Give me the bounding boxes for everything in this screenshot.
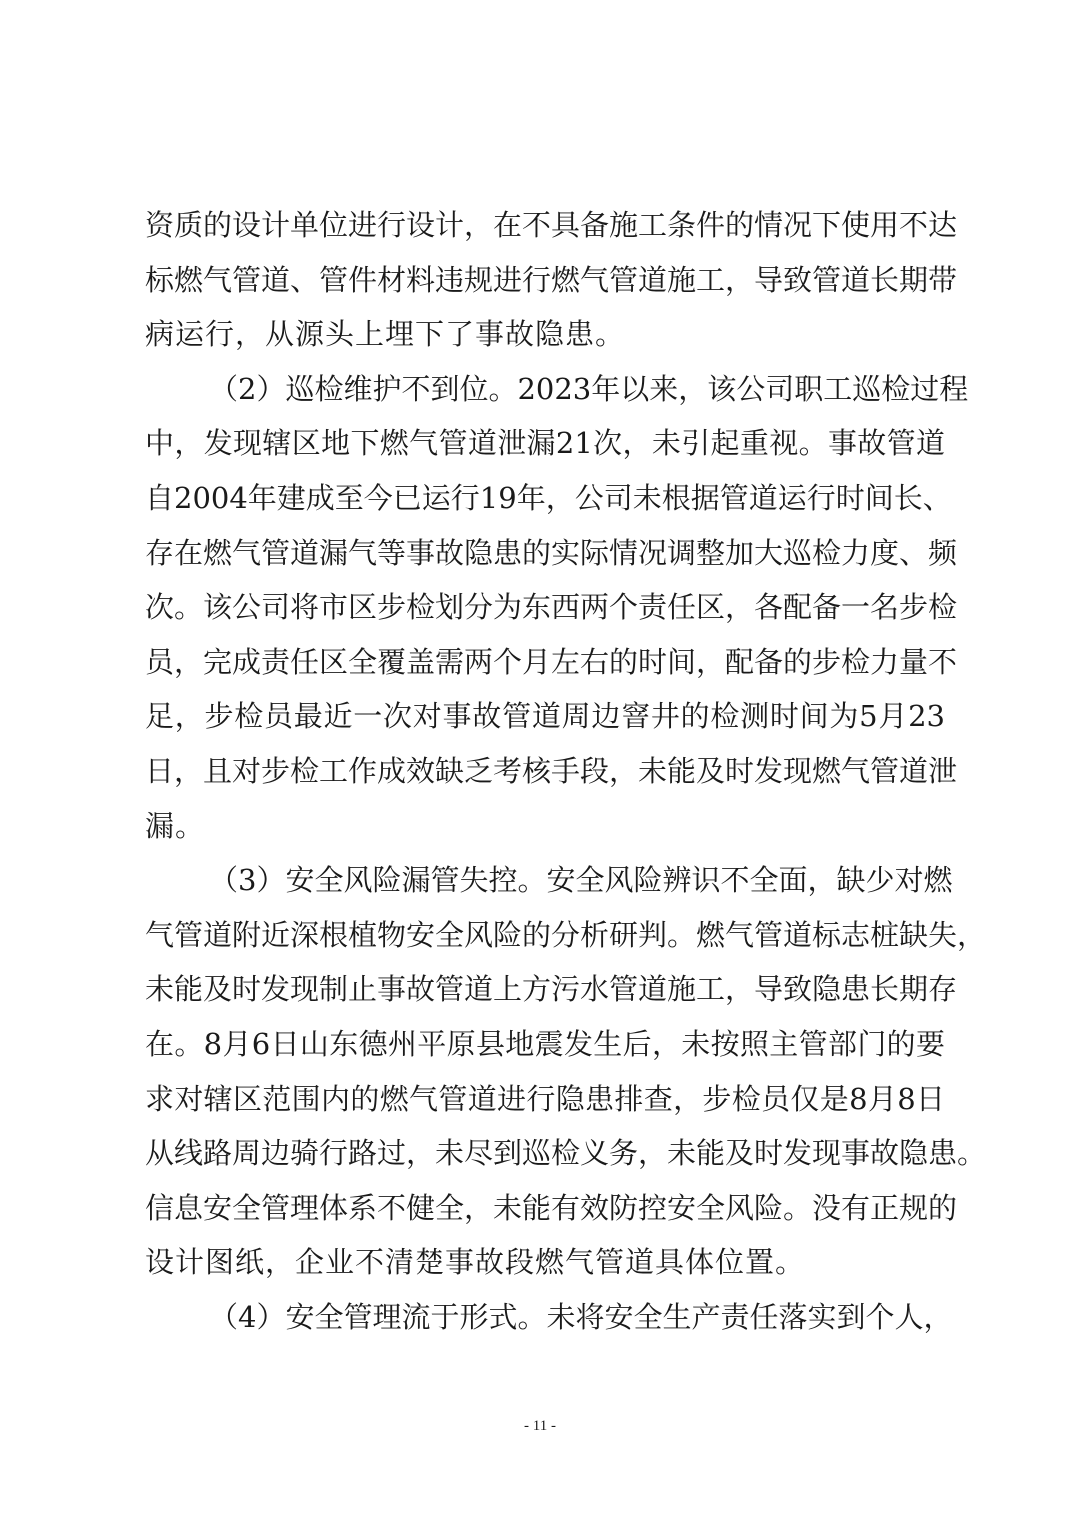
text-line: 次。该公司将市区步检划分为东西两个责任区，各配备一名步检 [145, 590, 958, 625]
body-text [145, 198, 987, 1344]
text-line: 足，步检员最近一次对事故管道周边窨井的检测时间为5月23 [145, 699, 945, 734]
text-line: 自2004年建成至今已运行19年，公司未根据管道运行时间长、 [145, 480, 952, 515]
section-heading-line: （3）安全风险漏管失控。安全风险辨识不全面，缺少对燃 [209, 863, 953, 898]
text-line: 信息安全管理体系不健全，未能有效防控安全风险。没有正规的 [145, 1190, 958, 1225]
section-heading-line: （2）巡检维护不到位。2023年以来，该公司职工巡检过程 [209, 371, 969, 406]
text-line: 资质的设计单位进行设计，在不具备施工条件的情况下使用不达 [145, 208, 958, 242]
text-line: 日，且对步检工作成效缺乏考核手段，未能及时发现燃气管道泄 [145, 753, 958, 788]
text-line: 病运行，从源头上埋下了事故隐患。 [145, 317, 626, 352]
text-line: 标燃气管道、管件材料违规进行燃气管道施工，导致管道长期带 [145, 262, 958, 297]
section-heading-line: （4）安全管理流于形式。未将安全生产责任落实到个人， [209, 1299, 953, 1334]
text-line: 设计图纸，企业不清楚事故段燃气管道具体位置。 [145, 1245, 806, 1280]
text-line: 求对辖区范围内的燃气管道进行隐患排查，步检员仅是8月8日 [145, 1081, 945, 1116]
text-line: 中，发现辖区地下燃气管道泄漏21次，未引起重视。事故管道 [145, 426, 945, 461]
text-line: 从线路周边骑行路过，未尽到巡检义务，未能及时发现事故隐患。 [145, 1136, 987, 1171]
text-line: 员，完成责任区全覆盖需两个月左右的时间，配备的步检力量不 [145, 644, 958, 679]
text-line: 在。8月6日山东德州平原县地震发生后，未按照主管部门的要 [145, 1026, 945, 1061]
text-line: 存在燃气管道漏气等事故隐患的实际情况调整加大巡检力度、频 [145, 535, 958, 570]
text-line: 未能及时发现制止事故管道上方污水管道施工，导致隐患长期存 [145, 972, 958, 1007]
page-number: - 11 - [524, 1418, 556, 1434]
text-line: 漏。 [145, 808, 206, 843]
text-line: 气管道附近深根植物安全风险的分析研判。燃气管道标志桩缺失， [145, 917, 987, 952]
